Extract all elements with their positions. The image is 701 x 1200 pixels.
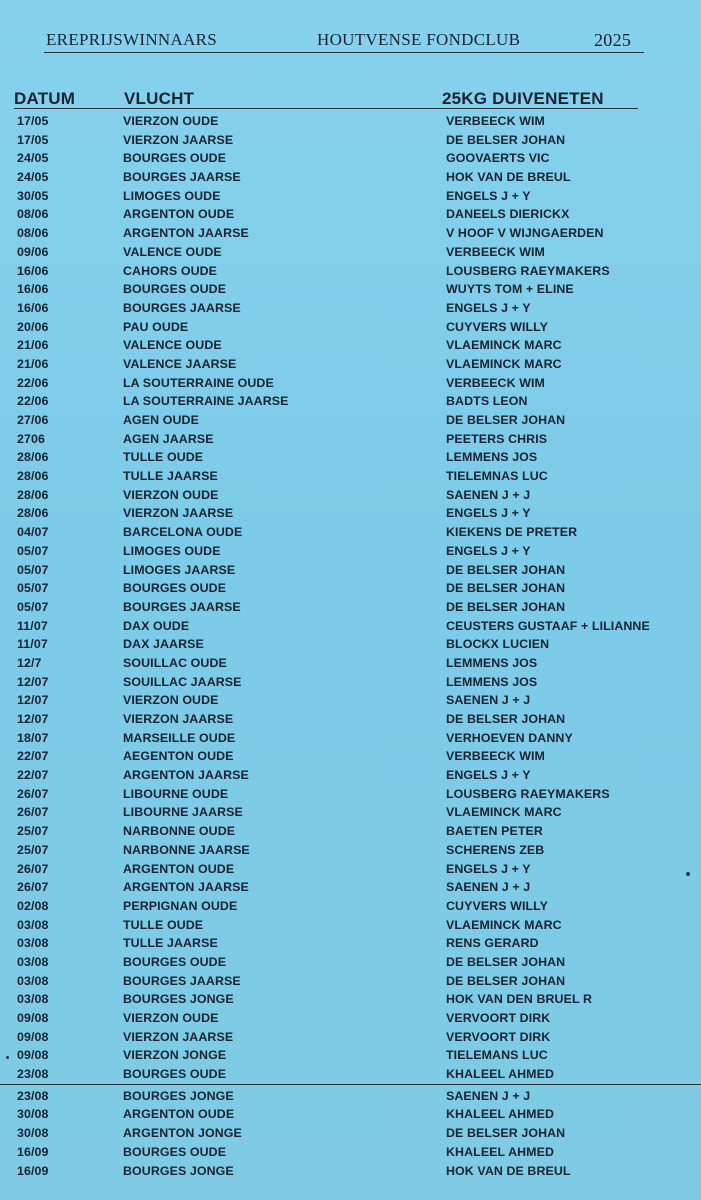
- season-year: 2025: [594, 30, 632, 50]
- row-date: 08/06: [17, 226, 49, 241]
- club-name: HOUTVENSE FONDCLUB: [317, 30, 521, 49]
- row-flight: LIBOURNE OUDE: [123, 786, 229, 801]
- row-flight: VIERZON OUDE: [123, 1011, 219, 1025]
- row-flight: LA SOUTERRAINE OUDE: [123, 375, 274, 390]
- table-header: [14, 89, 614, 109]
- row-winner: CUYVERS WILLY: [446, 319, 549, 334]
- table-row: [0, 953, 701, 972]
- table-row: [0, 1162, 701, 1181]
- table-row: [0, 747, 701, 766]
- table-row: [0, 1124, 701, 1143]
- table-row: [0, 392, 701, 411]
- row-date: 25/07: [17, 824, 49, 839]
- row-date: 22/07: [17, 768, 49, 783]
- row-flight: TULLE OUDE: [123, 917, 204, 932]
- table-row: [0, 1009, 701, 1028]
- row-winner: KHALEEL AHMED: [446, 1144, 554, 1159]
- row-winner: SAENEN J + J: [446, 487, 531, 502]
- table-row: [0, 1028, 701, 1047]
- table-row: [0, 673, 701, 692]
- row-winner: DE BELSER JOHAN: [446, 413, 566, 427]
- row-winner: VLAEMINCK MARC: [446, 356, 562, 371]
- section-divider: [0, 1084, 701, 1085]
- table-row: [0, 149, 701, 168]
- row-date: 23/08: [17, 1067, 49, 1082]
- row-winner: ENGELS J + Y: [446, 506, 531, 521]
- row-winner: VLAEMINCK MARC: [446, 805, 562, 820]
- row-winner: DE BELSER JOHAN: [446, 562, 566, 577]
- table-row: [0, 691, 701, 710]
- row-date: 26/07: [17, 880, 49, 895]
- row-winner: VERBEECK WIM: [446, 114, 545, 128]
- row-winner: V HOOF V WIJNGAERDEN: [446, 226, 604, 241]
- table-row: [0, 336, 701, 355]
- row-date: 16/06: [17, 300, 49, 315]
- table-row: [0, 841, 701, 860]
- table-row: [0, 878, 701, 897]
- table-row: [0, 1046, 701, 1065]
- table-row: [0, 617, 701, 636]
- table-row: [0, 1065, 701, 1084]
- row-winner: LOUSBERG RAEYMAKERS: [446, 263, 610, 278]
- row-flight: ARGENTON JAARSE: [123, 768, 249, 783]
- table-row: [0, 131, 701, 150]
- row-date: 16/09: [17, 1163, 49, 1178]
- row-flight: BOURGES JAARSE: [123, 300, 241, 315]
- row-flight: VIERZON JAARSE: [123, 132, 234, 147]
- row-flight: ARGENTON OUDE: [123, 1107, 235, 1122]
- row-date: 03/08: [17, 936, 49, 951]
- row-winner: LOUSBERG RAEYMAKERS: [446, 786, 610, 801]
- row-date: 22/06: [17, 375, 49, 390]
- row-date: 30/08: [17, 1107, 49, 1122]
- row-flight: VIERZON JAARSE: [123, 712, 234, 726]
- table-row: [0, 205, 701, 224]
- row-winner: DE BELSER JOHAN: [446, 581, 566, 596]
- row-flight: ARGENTON OUDE: [123, 861, 235, 876]
- row-winner: LEMMENS JOS: [446, 655, 538, 670]
- row-winner: BADTS LEON: [446, 394, 528, 409]
- row-date: 12/07: [17, 693, 49, 708]
- row-flight: MARSEILLE OUDE: [123, 730, 236, 745]
- row-date: 03/08: [17, 973, 49, 988]
- row-date: 20/06: [17, 319, 49, 334]
- row-winner: DE BELSER JOHAN: [446, 712, 566, 726]
- table-row: [0, 448, 701, 467]
- row-date: 28/06: [17, 450, 49, 465]
- row-winner: DE BELSER JOHAN: [446, 132, 566, 147]
- row-date: 05/07: [17, 581, 49, 596]
- row-flight: PAU OUDE: [123, 319, 189, 334]
- table-row: [0, 486, 701, 505]
- row-winner: ENGELS J + Y: [446, 768, 531, 783]
- row-date: 05/07: [17, 599, 49, 614]
- row-date: 11/07: [17, 637, 48, 652]
- row-date: 21/06: [17, 356, 49, 371]
- row-winner: ENGELS J + Y: [446, 300, 531, 315]
- row-winner: DE BELSER JOHAN: [446, 973, 566, 988]
- row-flight: ARGENTON JAARSE: [123, 880, 249, 895]
- row-date: 28/06: [17, 469, 49, 484]
- row-date: 09/06: [17, 244, 49, 259]
- row-winner: PEETERS CHRIS: [446, 431, 548, 446]
- row-winner: DE BELSER JOHAN: [446, 599, 566, 614]
- table-row: [0, 860, 701, 879]
- row-date: 18/07: [17, 730, 49, 745]
- row-flight: DAX JAARSE: [123, 637, 204, 652]
- row-flight: BOURGES OUDE: [123, 1144, 227, 1159]
- row-flight: LIMOGES OUDE: [123, 188, 221, 203]
- row-winner: HOK VAN DEN BRUEL R: [446, 992, 593, 1007]
- table-row: [0, 168, 701, 187]
- paper-speck: [686, 872, 690, 876]
- table-row: [0, 803, 701, 822]
- row-winner: SAENEN J + J: [446, 693, 531, 708]
- row-date: 28/06: [17, 506, 49, 521]
- row-date: 22/07: [17, 749, 49, 764]
- row-date: 22/06: [17, 394, 49, 409]
- row-winner: VERVOORT DIRK: [446, 1011, 551, 1025]
- row-winner: TIELEMNAS LUC: [446, 469, 548, 484]
- row-winner: VERBEECK WIM: [446, 749, 545, 764]
- row-date: 30/05: [17, 188, 49, 203]
- row-date: 02/08: [17, 898, 49, 913]
- row-winner: VERVOORT DIRK: [446, 1029, 551, 1044]
- row-winner: VERHOEVEN DANNY: [446, 730, 573, 745]
- row-flight: BOURGES OUDE: [123, 1067, 227, 1082]
- column-header-winner: 25KG DUIVENETEN: [442, 89, 604, 108]
- row-date: 16/09: [17, 1144, 49, 1159]
- table-row: [0, 1105, 701, 1124]
- row-winner: HOK VAN DE BREUL: [446, 1163, 571, 1178]
- title-bar: [44, 28, 644, 53]
- row-flight: ARGENTON JAARSE: [123, 226, 249, 241]
- row-winner: DANEELS DIERICKX: [446, 207, 570, 222]
- row-date: 03/08: [17, 992, 49, 1007]
- row-flight: NARBONNE OUDE: [123, 824, 236, 839]
- row-winner: BAETEN PETER: [446, 824, 543, 839]
- table-row: [0, 729, 701, 748]
- row-flight: VALENCE OUDE: [123, 338, 222, 353]
- row-winner: BLOCKX LUCIEN: [446, 637, 550, 652]
- row-date: 09/08: [17, 1048, 49, 1063]
- row-flight: VIERZON JAARSE: [123, 506, 234, 521]
- row-date: 27/06: [17, 413, 49, 427]
- table-row: [0, 579, 701, 598]
- table-row: [0, 822, 701, 841]
- row-winner: ENGELS J + Y: [446, 188, 531, 203]
- row-winner: KHALEEL AHMED: [446, 1107, 554, 1122]
- row-flight: BARCELONA OUDE: [123, 525, 243, 540]
- row-flight: TULLE JAARSE: [123, 936, 218, 951]
- row-flight: VALENCE JAARSE: [123, 356, 237, 371]
- row-date: 25/07: [17, 842, 49, 857]
- row-date: 2706: [17, 431, 45, 446]
- row-flight: BOURGES OUDE: [123, 282, 227, 297]
- row-date: 24/05: [17, 151, 49, 166]
- row-winner: VERBEECK WIM: [446, 375, 545, 390]
- table-row: [0, 654, 701, 673]
- table-row: [0, 187, 701, 206]
- row-flight: TULLE OUDE: [123, 450, 204, 465]
- table-row: [0, 318, 701, 337]
- table-row: [0, 523, 701, 542]
- row-winner: DE BELSER JOHAN: [446, 1126, 566, 1141]
- table-row: [0, 561, 701, 580]
- row-flight: BOURGES JONGE: [123, 1163, 234, 1178]
- row-flight: LIBOURNE JAARSE: [123, 805, 243, 820]
- row-flight: BOURGES OUDE: [123, 151, 227, 166]
- row-date: 05/07: [17, 562, 49, 577]
- row-date: 23/08: [17, 1088, 49, 1103]
- row-winner: LEMMENS JOS: [446, 674, 538, 689]
- row-flight: BOURGES OUDE: [123, 954, 227, 969]
- row-winner: DE BELSER JOHAN: [446, 954, 566, 969]
- paper-speck: [6, 1056, 9, 1059]
- row-winner: LEMMENS JOS: [446, 450, 538, 465]
- row-date: 21/06: [17, 338, 49, 353]
- row-flight: TULLE JAARSE: [123, 469, 218, 484]
- table-row: [0, 972, 701, 991]
- row-flight: VALENCE OUDE: [123, 244, 222, 259]
- row-winner: VLAEMINCK MARC: [446, 338, 562, 353]
- row-date: 26/07: [17, 786, 49, 801]
- header-divider: [14, 108, 638, 109]
- row-date: 16/06: [17, 263, 49, 278]
- column-header-date: DATUM: [14, 89, 76, 108]
- table-row: [0, 990, 701, 1009]
- row-winner: TIELEMANS LUC: [446, 1048, 548, 1063]
- row-winner: VLAEMINCK MARC: [446, 917, 562, 932]
- table-row: [0, 243, 701, 262]
- row-date: 04/07: [17, 525, 49, 540]
- table-row: [0, 598, 701, 617]
- row-date: 28/06: [17, 487, 49, 502]
- row-date: 17/05: [17, 114, 49, 128]
- row-flight: LIMOGES OUDE: [123, 543, 221, 558]
- table-row: [0, 710, 701, 729]
- row-winner: CEUSTERS GUSTAAF + LILIANNE: [446, 618, 650, 633]
- column-header-flight: VLUCHT: [124, 89, 195, 108]
- row-flight: AEGENTON OUDE: [123, 749, 234, 764]
- results-table: [0, 112, 701, 1180]
- row-flight: BOURGES JAARSE: [123, 599, 241, 614]
- table-row: [0, 299, 701, 318]
- table-row: [0, 280, 701, 299]
- row-date: 17/05: [17, 132, 49, 147]
- table-row: [0, 766, 701, 785]
- table-row: [0, 411, 701, 430]
- row-winner: WUYTS TOM + ELINE: [446, 282, 574, 297]
- row-date: 12/7: [17, 655, 42, 670]
- table-row: [0, 635, 701, 654]
- row-date: 26/07: [17, 861, 49, 876]
- row-flight: ARGENTON JONGE: [123, 1126, 242, 1141]
- row-date: 12/07: [17, 712, 49, 726]
- table-row: [0, 374, 701, 393]
- row-date: 16/06: [17, 282, 49, 297]
- row-winner: VERBEECK WIM: [446, 244, 545, 259]
- row-flight: VIERZON OUDE: [123, 693, 219, 708]
- row-flight: SOUILLAC JAARSE: [123, 674, 242, 689]
- document-title: EREPRIJSWINNAARS: [46, 30, 218, 49]
- row-flight: BOURGES JAARSE: [123, 973, 241, 988]
- row-flight: BOURGES JONGE: [123, 1088, 234, 1103]
- row-flight: BOURGES JAARSE: [123, 170, 241, 185]
- row-winner: KIEKENS DE PRETER: [446, 525, 578, 540]
- row-flight: VIERZON OUDE: [123, 487, 219, 502]
- row-winner: ENGELS J + Y: [446, 543, 531, 558]
- row-flight: AGEN JAARSE: [123, 431, 214, 446]
- row-winner: ENGELS J + Y: [446, 861, 531, 876]
- table-row: [0, 897, 701, 916]
- row-date: 24/05: [17, 170, 49, 185]
- row-date: 03/08: [17, 954, 49, 969]
- row-winner: GOOVAERTS VIC: [446, 151, 550, 166]
- row-winner: HOK VAN DE BREUL: [446, 170, 571, 185]
- row-flight: SOUILLAC OUDE: [123, 655, 227, 670]
- row-winner: SAENEN J + J: [446, 1088, 531, 1103]
- table-row: [0, 1087, 701, 1106]
- row-winner: CUYVERS WILLY: [446, 898, 549, 913]
- row-date: 09/08: [17, 1029, 49, 1044]
- table-row: [0, 355, 701, 374]
- row-date: 11/07: [17, 618, 48, 633]
- row-flight: VIERZON JONGE: [123, 1048, 227, 1063]
- row-flight: DAX OUDE: [123, 618, 190, 633]
- row-winner: KHALEEL AHMED: [446, 1067, 554, 1082]
- row-winner: SAENEN J + J: [446, 880, 531, 895]
- row-flight: PERPIGNAN OUDE: [123, 898, 238, 913]
- row-flight: VIERZON OUDE: [123, 114, 219, 128]
- table-row: [0, 785, 701, 804]
- row-flight: CAHORS OUDE: [123, 263, 218, 278]
- row-flight: ARGENTON OUDE: [123, 207, 235, 222]
- row-flight: BOURGES JONGE: [123, 992, 234, 1007]
- table-row: [0, 112, 701, 131]
- table-row: [0, 224, 701, 243]
- row-date: 30/08: [17, 1126, 49, 1141]
- row-flight: AGEN OUDE: [123, 413, 199, 427]
- row-winner: SCHERENS ZEB: [446, 842, 545, 857]
- row-date: 03/08: [17, 917, 49, 932]
- table-row: [0, 916, 701, 935]
- table-row: [0, 430, 701, 449]
- row-date: 08/06: [17, 207, 49, 222]
- row-date: 12/07: [17, 674, 49, 689]
- row-flight: VIERZON JAARSE: [123, 1029, 234, 1044]
- table-row: [0, 934, 701, 953]
- row-date: 09/08: [17, 1011, 49, 1025]
- row-flight: LA SOUTERRAINE JAARSE: [123, 394, 289, 409]
- row-flight: NARBONNE JAARSE: [123, 842, 250, 857]
- row-flight: BOURGES OUDE: [123, 581, 227, 596]
- table-row: [0, 467, 701, 486]
- row-date: 05/07: [17, 543, 49, 558]
- table-row: [0, 504, 701, 523]
- table-row: [0, 262, 701, 281]
- table-row: [0, 542, 701, 561]
- row-winner: RENS GERARD: [446, 936, 539, 951]
- row-date: 26/07: [17, 805, 49, 820]
- table-row: [0, 1143, 701, 1162]
- row-flight: LIMOGES JAARSE: [123, 562, 236, 577]
